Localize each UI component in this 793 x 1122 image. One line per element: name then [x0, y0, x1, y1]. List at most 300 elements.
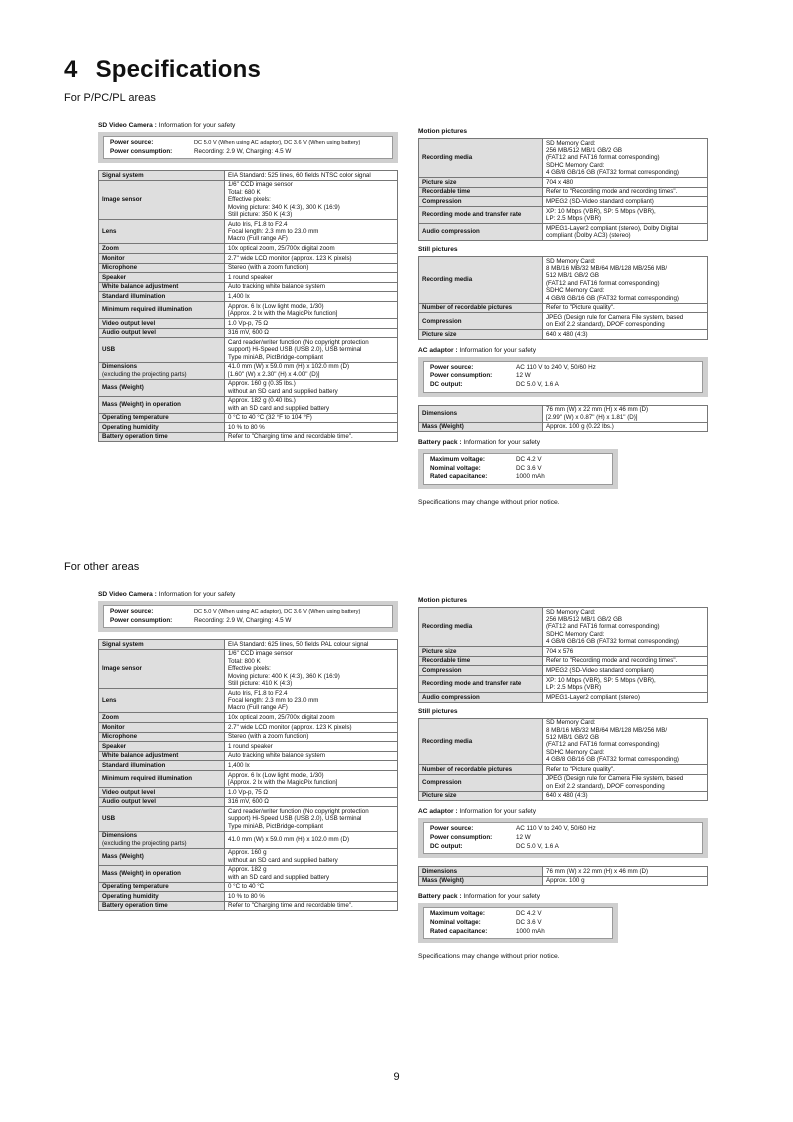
spec-label	[419, 207, 543, 224]
spec-value: Stereo (with a zoom function)	[225, 732, 398, 742]
power-row: Power source: AC 110 V to 240 V, 50/60 Hz	[430, 825, 596, 833]
spec-label	[99, 787, 225, 797]
power-row: Maximum voltage: DC 4.2 V	[430, 456, 542, 464]
spec-label	[419, 608, 543, 647]
spec-label-text: Compression	[422, 779, 462, 787]
spec-label-text: Battery operation time	[102, 902, 168, 910]
ac-spec-table	[418, 405, 708, 433]
spec-label	[99, 770, 225, 787]
spec-value: 316 mV, 600 Ω	[225, 328, 398, 338]
spec-label	[99, 432, 225, 442]
spec-label	[99, 649, 225, 688]
spec-label-text: Compression	[422, 198, 462, 205]
spec-label	[99, 892, 225, 902]
spec-value: Approx. 100 g	[543, 876, 708, 886]
spec-label	[419, 676, 543, 693]
spec-value: 704 x 480	[543, 178, 708, 188]
spec-row	[99, 649, 398, 688]
spec-label	[99, 848, 225, 865]
spec-label	[419, 139, 543, 178]
spec-row	[99, 220, 398, 244]
spec-label-text: Signal system	[102, 640, 144, 648]
motion-spec-table	[418, 138, 708, 241]
spec-label	[99, 713, 225, 723]
spec-label	[99, 180, 225, 219]
spec-label-text: Speaker	[102, 273, 127, 281]
spec-label-text: Mass (Weight)	[422, 423, 464, 431]
power-row: Power source: DC 5.0 V (When using AC adaptor), DC 3.6 V (When using battery)	[110, 139, 361, 146]
spec-row	[99, 254, 398, 264]
spec-label-text: Zoom	[102, 714, 119, 721]
spec-row	[99, 301, 398, 318]
spec-label	[99, 797, 225, 807]
camera-power-box	[98, 601, 398, 632]
spec-row	[419, 608, 708, 647]
spec-value: 1,400 lx	[225, 761, 398, 771]
spec-row	[419, 313, 708, 330]
spec-label-text: Recording media	[422, 276, 473, 284]
spec-row	[99, 413, 398, 423]
spec-label-text: Operating temperature	[102, 414, 169, 422]
recording-spec-block	[418, 596, 708, 961]
spec-value: Refer to "Charging time and recordable time".	[225, 901, 398, 911]
area-heading-other: For other areas	[64, 561, 140, 573]
spec-label-text: Mass (Weight)	[422, 877, 464, 885]
spec-row	[99, 713, 398, 723]
spec-value: Approx. 160 g without an SD card and supplied battery	[225, 848, 398, 865]
spec-label	[419, 197, 543, 207]
spec-label	[419, 330, 543, 340]
spec-label	[99, 751, 225, 761]
spec-label	[419, 405, 543, 422]
spec-label-text: Number of recordable pictures	[422, 304, 513, 312]
spec-value: 1 round speaker	[225, 273, 398, 283]
spec-label	[99, 742, 225, 752]
ac-power-box	[418, 818, 708, 858]
power-row: Power consumption: 12 W	[430, 372, 531, 380]
spec-value: Refer to "Picture quality".	[543, 765, 708, 775]
spec-row	[99, 423, 398, 433]
power-row: Power consumption: 12 W	[430, 834, 531, 841]
ac-heading: AC adaptor : Information for your safety	[418, 808, 536, 816]
spec-row	[99, 848, 398, 865]
spec-label	[99, 807, 225, 831]
camera-power-box	[98, 132, 398, 163]
spec-row	[419, 693, 708, 703]
spec-value: 2.7" wide LCD monitor (approx. 123 K pixels)	[225, 723, 398, 733]
spec-label	[99, 220, 225, 244]
spec-row	[99, 787, 398, 797]
power-row: Rated capacitance: 1000 mAh	[430, 473, 545, 481]
power-row: Maximum voltage: DC 4.2 V	[430, 910, 542, 918]
spec-label-text: Number of recordable pictures	[422, 765, 513, 773]
spec-label-text: Standard illumination	[102, 292, 166, 300]
spec-label	[419, 765, 543, 775]
camera-spec-block	[98, 121, 398, 442]
spec-value: 0 °C to 40 °C	[225, 882, 398, 892]
ac-heading: AC adaptor : Information for your safety	[418, 346, 536, 354]
spec-row	[419, 791, 708, 801]
spec-value: 76 mm (W) x 22 mm (H) x 46 mm (D)	[543, 867, 708, 877]
spec-label-text: Lens	[102, 228, 117, 235]
spec-value: Stereo (with a zoom function)	[225, 263, 398, 273]
battery-power-box	[418, 449, 618, 489]
spec-row	[99, 807, 398, 831]
spec-row	[99, 263, 398, 273]
spec-label	[419, 422, 543, 432]
spec-row	[99, 797, 398, 807]
power-row: Rated capacitance: 1000 mAh	[430, 927, 545, 935]
spec-value: Auto tracking white balance system	[225, 282, 398, 292]
spec-value: 640 x 480 (4:3)	[543, 330, 708, 340]
spec-label	[99, 423, 225, 433]
spec-value: Approx. 6 lx (Low light mode, 1/30) [Approx. 2 lx with the MagicPix function]	[225, 301, 398, 318]
spec-label	[99, 882, 225, 892]
spec-label	[419, 774, 543, 791]
spec-label	[99, 318, 225, 328]
chapter-number: 4	[64, 56, 78, 83]
motion-heading: Motion pictures	[418, 128, 468, 135]
spec-row	[99, 901, 398, 911]
battery-heading: Battery pack : Information for your safety	[418, 893, 541, 901]
spec-label	[99, 732, 225, 742]
motion-spec-table	[418, 607, 708, 703]
spec-value: 316 mV, 600 Ω	[225, 797, 398, 807]
spec-value: JPEG (Design rule for Camera File system, based on Exif 2.2 standard), DPOF corresponding	[543, 774, 708, 791]
spec-label-text: Lens	[102, 697, 117, 704]
spec-label-text: Audio output level	[102, 798, 156, 806]
spec-label	[99, 171, 225, 181]
spec-value: SD Memory Card: 256 MB/512 MB/1 GB/2 GB (FAT12 and FAT16 format corresponding) SDHC Memory Card: 4 GB/8 GB/16 GB (FAT32 format corresponding)	[543, 608, 708, 647]
camera-power-list	[103, 136, 393, 159]
spec-value: Refer to "Picture quality".	[543, 303, 708, 313]
spec-value: Approx. 160 g (0.35 lbs.) without an SD card and supplied battery	[225, 379, 398, 396]
spec-label-text: Battery operation time	[102, 433, 168, 441]
camera-spec-table	[98, 170, 398, 442]
battery-heading: Battery pack : Information for your safety	[418, 439, 541, 447]
spec-label-text: Operating temperature	[102, 883, 169, 891]
spec-label	[99, 273, 225, 283]
spec-row	[99, 865, 398, 882]
spec-label	[99, 292, 225, 302]
spec-label-text: Recordable time	[422, 657, 471, 665]
spec-label-text: Image sensor	[102, 196, 142, 204]
spec-label	[419, 303, 543, 313]
spec-value: 76 mm (W) x 22 mm (H) x 46 mm (D) [2.99" (W) x 0.87" (H) x 1.81" (D)]	[543, 405, 708, 422]
spec-label	[419, 224, 543, 241]
spec-label-text: Dimensions	[102, 363, 138, 371]
spec-label	[99, 328, 225, 338]
spec-value: Approx. 100 g (0.22 lbs.)	[543, 422, 708, 432]
spec-label-text: Minimum required illumination	[102, 306, 193, 314]
spec-label	[419, 178, 543, 188]
spec-row	[99, 318, 398, 328]
spec-row	[419, 676, 708, 693]
spec-value: 10x optical zoom, 25/700x digital zoom	[225, 713, 398, 723]
spec-change-note: Specifications may change without prior notice.	[418, 953, 560, 961]
spec-value: Card reader/writer function (No copyright protection support) Hi-Speed USB (USB 2.0), USB terminal Type miniAB, PictBridge-compliant	[225, 807, 398, 831]
spec-label	[99, 723, 225, 733]
spec-label-text: Recording media	[422, 154, 473, 162]
spec-label-text: Recording mode and transfer rate	[422, 680, 522, 688]
spec-value: Approx. 182 g (0.40 lbs.) with an SD card and supplied battery	[225, 396, 398, 413]
spec-row	[419, 876, 708, 886]
spec-value: 640 x 480 (4:3)	[543, 791, 708, 801]
spec-label-text: Signal system	[102, 171, 144, 179]
recording-spec-block	[418, 127, 708, 507]
page-title	[64, 56, 261, 84]
page-number: 9	[393, 1071, 400, 1083]
spec-value: Approx. 6 lx (Low light mode, 1/30) [Approx. 2 lx with the MagicPix function]	[225, 770, 398, 787]
spec-value: MPEG2 (SD-Video standard compliant)	[543, 666, 708, 676]
spec-label-text: Compression	[422, 667, 462, 674]
spec-label-text: Audio compression	[422, 693, 480, 701]
spec-row	[99, 892, 398, 902]
spec-label	[419, 718, 543, 765]
spec-value: XP: 10 Mbps (VBR), SP: 5 Mbps (VBR), LP: 2.5 Mbps (VBR)	[543, 676, 708, 693]
spec-row	[419, 867, 708, 877]
spec-row	[419, 422, 708, 432]
camera-power-list	[103, 605, 393, 628]
spec-row	[419, 330, 708, 340]
spec-label	[99, 865, 225, 882]
spec-label-text: Picture size	[422, 330, 457, 338]
spec-label	[99, 831, 225, 848]
spec-row	[99, 180, 398, 219]
spec-row	[419, 666, 708, 676]
spec-label-text: Mass (Weight)	[102, 383, 144, 391]
spec-row	[99, 282, 398, 292]
spec-label	[419, 656, 543, 666]
spec-value: 41.0 mm (W) x 59.0 mm (H) x 102.0 mm (D)	[225, 831, 398, 848]
spec-row	[419, 207, 708, 224]
still-heading: Still pictures	[418, 707, 458, 715]
spec-value: EIA Standard: 525 lines, 60 fields NTSC color signal	[225, 171, 398, 181]
spec-label-text: Operating humidity	[102, 892, 159, 900]
spec-value: Auto tracking white balance system	[225, 751, 398, 761]
spec-label	[99, 244, 225, 254]
spec-value: Refer to "Recording mode and recording times".	[543, 656, 708, 666]
spec-label-text: USB	[102, 346, 116, 354]
spec-value: EIA Standard: 625 lines, 50 fields PAL colour signal	[225, 640, 398, 650]
spec-label	[99, 338, 225, 362]
spec-label	[99, 263, 225, 273]
spec-row	[99, 338, 398, 362]
spec-value: MPEG2 (SD-Video standard compliant)	[543, 197, 708, 207]
spec-row	[419, 224, 708, 241]
battery-power-box	[418, 903, 618, 943]
power-row: DC output: DC 5.0 V, 1.6 A	[430, 381, 559, 388]
spec-label	[99, 282, 225, 292]
spec-row	[99, 723, 398, 733]
spec-label	[419, 257, 543, 304]
spec-row	[419, 197, 708, 207]
ac-power-list	[423, 361, 703, 393]
spec-row	[99, 770, 398, 787]
power-row: Power consumption: Recording: 2.9 W, Charging: 4.5 W	[110, 147, 292, 155]
spec-label-text: Video output level	[102, 319, 156, 327]
spec-label-text: Monitor	[102, 254, 125, 262]
spec-value: 2.7" wide LCD monitor (approx. 123 K pixels)	[225, 254, 398, 264]
spec-value: SD Memory Card: 8 MB/16 MB/32 MB/64 MB/128 MB/256 MB/ 512 MB/1 GB/2 GB (FAT12 and FAT16 format corresponding) SDHC Memory Card: 4 GB/8 GB/16 GB (FAT32 format corresponding)	[543, 718, 708, 765]
camera-spec-table	[98, 639, 398, 911]
spec-value: Refer to "Charging time and recordable time".	[225, 432, 398, 442]
spec-row	[99, 831, 398, 848]
spec-value: 41.0 mm (W) x 59.0 mm (H) x 102.0 mm (D) [1.60" (W) x 2.30" (H) x 4.00" (D)]	[225, 362, 398, 379]
spec-row	[419, 178, 708, 188]
spec-value: JPEG (Design rule for Camera File system, based on Exif 2.2 standard), DPOF corresponding	[543, 313, 708, 330]
power-row: DC output: DC 5.0 V, 1.6 A	[430, 842, 559, 850]
spec-value: Card reader/writer function (No copyright protection support) Hi-Speed USB (USB 2.0), USB terminal Type miniAB, PictBridge-compliant	[225, 338, 398, 362]
spec-row	[419, 647, 708, 657]
spec-label-text: Mass (Weight) in operation	[102, 400, 181, 408]
spec-label-text: Audio compression	[422, 228, 480, 236]
spec-label	[99, 362, 225, 379]
spec-label-text: Speaker	[102, 742, 127, 750]
spec-label	[99, 640, 225, 650]
spec-row	[419, 257, 708, 304]
spec-row	[419, 718, 708, 765]
spec-label-text: Zoom	[102, 245, 119, 252]
spec-value: 0 °C to 40 °C (32 °F to 104 °F)	[225, 413, 398, 423]
spec-label-text: Audio output level	[102, 329, 156, 337]
spec-label	[419, 876, 543, 886]
spec-value: Auto Iris, F1.8 to F2.4 Focal length: 2.3 mm to 23.0 mm Macro (Full range AF)	[225, 220, 398, 244]
spec-value: SD Memory Card: 256 MB/512 MB/1 GB/2 GB (FAT12 and FAT16 format corresponding) SDHC Memory Card: 4 GB/8 GB/16 GB (FAT32 format corresponding)	[543, 139, 708, 178]
spec-label	[99, 689, 225, 713]
spec-label	[99, 413, 225, 423]
still-heading: Still pictures	[418, 246, 458, 253]
spec-value: XP: 10 Mbps (VBR), SP: 5 Mbps (VBR), LP: 2.5 Mbps (VBR)	[543, 207, 708, 224]
spec-label-text: Recording media	[422, 737, 473, 745]
spec-label-text: Picture size	[422, 792, 457, 800]
spec-label-text: Dimensions	[422, 409, 458, 417]
power-row: Nominal voltage: DC 3.6 V	[430, 464, 542, 472]
chapter-title: Specifications	[95, 56, 262, 83]
spec-label-text: Operating humidity	[102, 423, 159, 431]
spec-label	[419, 187, 543, 197]
spec-value: 1 round speaker	[225, 742, 398, 752]
spec-row	[419, 139, 708, 178]
spec-label-text: Picture size	[422, 178, 457, 186]
spec-label-text: Dimensions	[102, 832, 138, 840]
ac-power-box	[418, 357, 708, 397]
spec-label-text: Compression	[422, 317, 462, 325]
still-spec-table	[418, 256, 708, 340]
spec-row	[419, 656, 708, 666]
spec-row	[99, 640, 398, 650]
spec-row	[99, 292, 398, 302]
spec-label-text: Recording mode and transfer rate	[422, 211, 522, 219]
spec-label	[99, 396, 225, 413]
spec-label-text: White balance adjustment	[102, 752, 179, 760]
spec-label	[99, 379, 225, 396]
spec-value: SD Memory Card: 8 MB/16 MB/32 MB/64 MB/128 MB/256 MB/ 512 MB/1 GB/2 GB (FAT12 and FAT16 format corresponding) SDHC Memory Card: 4 GB/8 GB/16 GB (FAT32 format corresponding)	[543, 257, 708, 304]
camera-heading: SD Video Camera : Information for your safety	[98, 122, 236, 129]
spec-label	[99, 301, 225, 318]
spec-row	[99, 761, 398, 771]
motion-heading: Motion pictures	[418, 597, 468, 604]
spec-label-text: Microphone	[102, 264, 138, 272]
spec-label-text: Minimum required illumination	[102, 775, 193, 783]
spec-row	[419, 187, 708, 197]
spec-value: 1.0 Vp-p, 75 Ω	[225, 318, 398, 328]
spec-label	[99, 254, 225, 264]
spec-row	[99, 273, 398, 283]
spec-label	[419, 867, 543, 877]
area-heading-p-pc-pl: For P/PC/PL areas	[64, 92, 156, 104]
spec-value: Auto Iris, F1.8 to F2.4 Focal length: 2.3 mm to 23.0 mm Macro (Full range AF)	[225, 689, 398, 713]
spec-label-text: Standard illumination	[102, 761, 166, 769]
spec-value: 10 % to 80 %	[225, 892, 398, 902]
spec-label	[99, 761, 225, 771]
spec-value: 704 x 576	[543, 647, 708, 657]
spec-label	[419, 666, 543, 676]
power-row: Power source: AC 110 V to 240 V, 50/60 Hz	[430, 363, 596, 371]
spec-row	[419, 765, 708, 775]
battery-power-list	[423, 907, 613, 939]
ac-power-list	[423, 822, 703, 854]
spec-label-sub: (excluding the projecting parts)	[102, 839, 187, 847]
spec-label-sub: (excluding the projecting parts)	[102, 370, 187, 378]
spec-row	[99, 732, 398, 742]
battery-power-list	[423, 453, 613, 485]
spec-row	[99, 689, 398, 713]
spec-row	[419, 774, 708, 791]
spec-value: MPEG1-Layer2 compliant (stereo), Dolby Digital compliant (Dolby AC3) (stereo)	[543, 224, 708, 241]
spec-label	[419, 693, 543, 703]
spec-value: 10 % to 80 %	[225, 423, 398, 433]
spec-row	[419, 405, 708, 422]
spec-change-note: Specifications may change without prior notice.	[418, 498, 560, 506]
ac-spec-table	[418, 866, 708, 886]
power-row: Power source: DC 5.0 V (When using AC adaptor), DC 3.6 V (When using battery)	[110, 608, 361, 615]
spec-row	[99, 379, 398, 396]
spec-label	[419, 791, 543, 801]
spec-value: MPEG1-Layer2 compliant (stereo)	[543, 693, 708, 703]
power-row: Power consumption: Recording: 2.9 W, Charging: 4.5 W	[110, 616, 292, 624]
spec-row	[419, 303, 708, 313]
spec-value: 1,400 lx	[225, 292, 398, 302]
spec-value: Refer to "Recording mode and recording times".	[543, 187, 708, 197]
spec-value: 1/6" CCD image sensor Total: 800 K Effective pixels: Moving picture: 400 K (4:3), 360 K (16:9) Still picture: 410 K (4:3)	[225, 649, 398, 688]
spec-row	[99, 171, 398, 181]
camera-spec-block	[98, 590, 398, 911]
spec-row	[99, 751, 398, 761]
spec-label-text: Dimensions	[422, 867, 458, 875]
spec-row	[99, 244, 398, 254]
spec-label-text: Mass (Weight) in operation	[102, 869, 181, 877]
spec-label-text: Recording media	[422, 623, 473, 631]
spec-value: 1.0 Vp-p, 75 Ω	[225, 787, 398, 797]
camera-heading: SD Video Camera : Information for your safety	[98, 591, 236, 598]
spec-row	[99, 882, 398, 892]
spec-row	[99, 396, 398, 413]
spec-label	[419, 313, 543, 330]
spec-value: 1/6" CCD image sensor Total: 680 K Effective pixels: Moving picture: 340 K (4:3), 300 K (16:9) Still picture: 350 K (4:3)	[225, 180, 398, 219]
spec-label	[419, 647, 543, 657]
still-spec-table	[418, 718, 708, 802]
power-row: Nominal voltage: DC 3.6 V	[430, 918, 542, 926]
spec-label-text: White balance adjustment	[102, 283, 179, 291]
spec-row	[99, 432, 398, 442]
spec-row	[99, 328, 398, 338]
spec-value: Approx. 182 g with an SD card and supplied battery	[225, 865, 398, 882]
spec-label-text: Picture size	[422, 647, 457, 655]
spec-label-text: Image sensor	[102, 665, 142, 673]
spec-label	[99, 901, 225, 911]
spec-value: 10x optical zoom, 25/700x digital zoom	[225, 244, 398, 254]
